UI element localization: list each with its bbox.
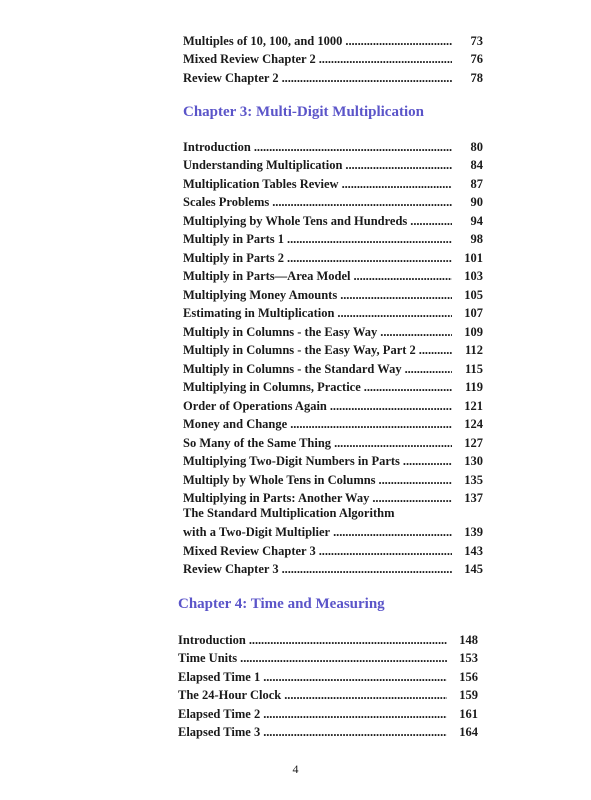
leader-dots (330, 399, 452, 414)
leader-dots (282, 562, 452, 577)
leader-dots (342, 177, 452, 192)
entry-page: 80 (470, 139, 483, 154)
entry-page: 137 (464, 491, 483, 505)
chapter-3-entries (183, 136, 483, 577)
toc-entry: So Many of the Same Thing . . . 127 (183, 432, 483, 451)
leader-dots (345, 34, 452, 49)
toc-entry: Multiply in Parts 2 . . . 101 (183, 247, 483, 266)
entry-page: 164 (459, 725, 478, 739)
entry-page: 124 (464, 417, 483, 431)
leader-dots (254, 140, 452, 155)
toc-entry: Multiply in Columns - the Easy Way . . . 109 (183, 321, 483, 340)
leader-dots (263, 707, 447, 722)
entry-page: 87 (470, 176, 483, 191)
toc-entry: Multiply in Columns - the Easy Way, Part 2 . . . 112 (183, 340, 483, 359)
leader-dots (249, 633, 447, 648)
leader-dots (290, 417, 452, 432)
entry-page: 90 (470, 195, 483, 209)
leader-dots (380, 325, 452, 340)
toc-entry: Multiply by Whole Tens in Columns . . . 135 (183, 469, 483, 488)
toc-entry: Review Chapter 2 . . . 78 (183, 67, 483, 86)
toc-entry: Multiply in Parts—Area Model . . . 103 (183, 266, 483, 285)
toc-entry: The 24-Hour Clock . . . 159 (178, 685, 478, 704)
toc-entry: Multiplying Two-Digit Numbers in Parts . . . 130 (183, 451, 483, 470)
toc-entry: Elapsed Time 1 . . . 156 (178, 666, 478, 685)
entry-page: 84 (470, 158, 483, 172)
entry-page: 107 (464, 306, 483, 320)
leader-dots (419, 343, 452, 358)
leader-dots (353, 269, 452, 284)
leader-dots (403, 454, 452, 469)
entry-page: 115 (464, 361, 483, 376)
toc-entry: Introduction . . . 148 (178, 629, 478, 648)
entry-page: 143 (464, 543, 483, 558)
leader-dots (263, 670, 447, 685)
leader-dots (287, 251, 452, 266)
leader-dots (263, 725, 447, 740)
entry-page: 135 (464, 472, 483, 487)
toc-entry: Multiplying in Parts: Another Way . . . 137 (183, 488, 483, 507)
entry-page: 139 (464, 525, 483, 539)
entry-page: 109 (464, 324, 483, 339)
leader-dots (379, 473, 452, 488)
entry-page: 94 (470, 213, 483, 228)
leader-dots (364, 380, 452, 395)
toc-entry: Multiplying Money Amounts . . . 105 (183, 284, 483, 303)
page-number: 4 (292, 762, 299, 776)
toc-entry: Mixed Review Chapter 2 . . . 76 (183, 49, 483, 68)
leader-dots (272, 195, 452, 210)
entry-page: 76 (470, 52, 483, 66)
entry-page: 156 (459, 669, 478, 684)
leader-dots (405, 362, 452, 377)
entry-page: 159 (459, 688, 478, 702)
entry-page: 153 (459, 651, 478, 665)
entry-page: 112 (464, 343, 483, 357)
entry-page: 127 (464, 435, 483, 450)
toc-entry: Multiplying in Columns, Practice . . . 119 (183, 377, 483, 396)
leader-dots (284, 688, 447, 703)
leader-dots (340, 288, 452, 303)
toc-entry: Multiplying by Whole Tens and Hundreds . . . 94 (183, 210, 483, 229)
toc-entry: Elapsed Time 3 . . . 164 (178, 722, 478, 741)
leader-dots (372, 491, 452, 506)
leader-dots (333, 525, 452, 540)
toc-entry: Order of Operations Again . . . 121 (183, 395, 483, 414)
toc-entry: Time Units . . . 153 (178, 648, 478, 667)
entry-page: 105 (464, 287, 483, 302)
leader-dots (345, 158, 452, 173)
leader-dots (334, 436, 452, 451)
chapter-4-entries (178, 629, 478, 740)
entry-page: 78 (470, 70, 483, 85)
toc-entry-multiline (183, 506, 483, 540)
toc-entry: Estimating in Multiplication . . . 107 (183, 303, 483, 322)
entry-page: 145 (464, 562, 483, 576)
toc-entry: Review Chapter 3 . . . 145 (183, 559, 483, 578)
entry-page: 98 (470, 232, 483, 246)
toc-entry: Introduction . . . 80 (183, 136, 483, 155)
entry-page: 130 (464, 454, 483, 468)
leader-dots (240, 651, 447, 666)
entry-page: 119 (464, 380, 483, 394)
chapter-4-heading: Chapter 4: Time and Measuring (178, 596, 385, 612)
toc-entry: Elapsed Time 2 . . . 161 (178, 703, 478, 722)
entry-page: 73 (470, 33, 483, 48)
entry-title-line1: The Standard Multiplication Algorithm (183, 506, 395, 520)
entry-page: 148 (459, 632, 478, 647)
toc-entry: Multiply in Columns - the Standard Way . . . 115 (183, 358, 483, 377)
leader-dots (282, 71, 452, 86)
entry-page: 121 (464, 398, 483, 413)
toc-entry: Multiplication Tables Review . . . 87 (183, 173, 483, 192)
entry-page: 101 (464, 250, 483, 265)
leader-dots (319, 544, 452, 559)
chapter-3-heading: Chapter 3: Multi-Digit Multiplication (183, 104, 424, 120)
toc-entry: Money and Change . . . 124 (183, 414, 483, 433)
leader-dots (337, 306, 452, 321)
leader-dots (287, 232, 452, 247)
entry-page: 103 (464, 269, 483, 283)
toc-entry: Understanding Multiplication . . . 84 (183, 155, 483, 174)
entry-title-line2: with a Two-Digit Multiplier . . . 139 (183, 522, 483, 540)
toc-entry: Multiply in Parts 1 . . . 98 (183, 229, 483, 248)
toc-entry: Multiples of 10, 100, and 1000 . . . 73 (183, 30, 483, 49)
toc-entry: Mixed Review Chapter 3 . . . 143 (183, 540, 483, 559)
entry-page: 161 (459, 706, 478, 721)
leader-dots (319, 52, 452, 67)
toc-entry: Scales Problems . . . 90 (183, 192, 483, 211)
leader-dots (410, 214, 452, 229)
chapter-2-tail (183, 30, 483, 86)
